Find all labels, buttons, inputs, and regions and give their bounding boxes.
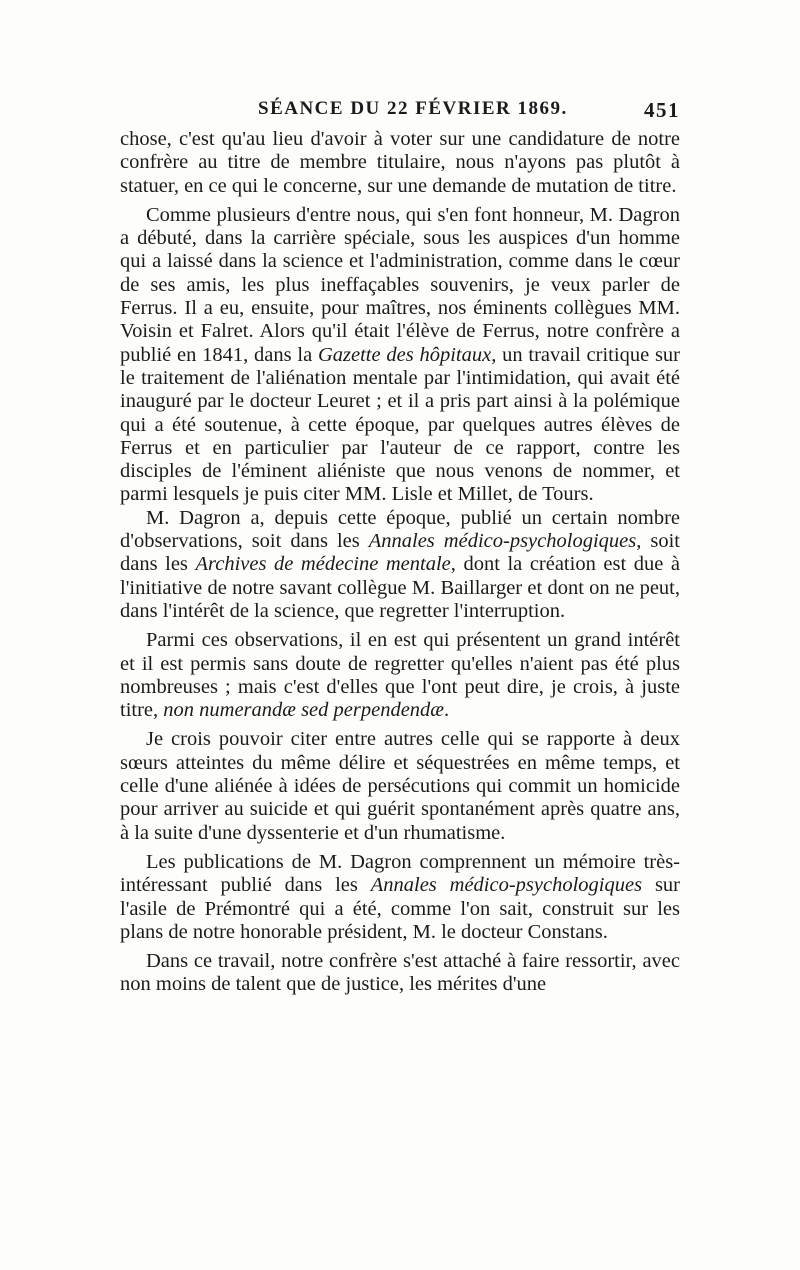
running-header [120,98,680,126]
text-segment: . [443,699,450,722]
paragraph [120,629,680,722]
text-segment: Je crois pouvoir citer entre autres celle qui se rapporte à deux sœurs atteintes du même délire et séquestrées en même temps, et celle d'une aliénée à idées de persécutions qui commit un homicide pour arriver au suicide et qui guérit spontanément après quatre ans, à la suite d'une dyssenterie et d'un rhumatisme. [120,728,680,844]
text-segment: Les publications de M. Dagron comprennent un mémoire très-intéressant publié dans les [120,850,680,897]
italic-segment: Annales médico-psychologiques [370,874,643,897]
text-segment: Parmi ces observations, il en est qui présentent un grand intérêt et il est permis sans doute de regretter qu'elles n'aient pas été plus nombreuses ; mais c'est d'elles que l'ont peut dire, je crois, à juste titre, [120,629,680,722]
paragraph [120,204,680,507]
paragraph [120,728,680,844]
page-number: 451 [644,98,680,122]
text-segment: Comme plusieurs d'entre nous, qui s'en font honneur, M. Dagron a débuté, dans la carrière spéciale, sous les auspices d'un homme qui a laissé dans la science et l'administration, comme dans le cœur de ses amis, les plus ineffaçables souvenirs, je veux parler de Ferrus. Il a eu, ensuite, pour maîtres, nos éminents collègues MM. Voisin et Falret. Alors qu'il était l'élève de Ferrus, notre confrère a publié en 1841, dans la [120,203,680,366]
text-segment: M. Dagron a, depuis cette époque, publié un certain nombre d'observations, soit dans les [120,506,680,553]
paragraph [120,851,680,944]
paragraph [120,507,680,623]
text-segment: chose, c'est qu'au lieu d'avoir à voter sur une candidature de notre confrère au titre de membre titulaire, nous n'ayons pas plutôt à statuer, en ce qui le concerne, sur une demande de mutation de titre. [120,128,680,197]
header-title: SÉANCE DU 22 FÉVRIER 1869. [258,98,568,119]
body-text [120,128,680,997]
italic-segment: Annales médico-psychologiques [368,530,637,553]
text-segment: , dont la création est due à l'initiative de notre savant collègue M. Baillarger et dont on ne peut, dans l'intérêt de la science, que regretter l'interruption. [120,553,680,622]
text-segment: Dans ce travail, notre confrère s'est attaché à faire ressortir, avec non moins de talent que de justice, les mérites d'une [120,950,680,996]
paragraph [120,128,680,198]
text-segment: sur l'asile de Prémontré qui a été, comme l'on sait, construit sur les plans de notre honorable président, M. le docteur Constans. [120,874,680,943]
italic-segment: non numerandæ sed perpendendæ [163,699,444,722]
text-segment: , un travail critique sur le traitement de l'aliénation mentale par l'intimidation, qui avait été inauguré par le docteur Leuret ; et il a pris part ainsi à la polémique qui a été soutenue, à cette époque, par quelques autres élèves de Ferrus et en particulier par l'auteur de ce rapport, contre les disciples de l'éminent aliéniste que nous venons de nommer, et parmi lesquels je puis citer MM. Lisle et Millet, de Tours. [120,343,680,506]
paragraph [120,950,680,997]
text-segment: , soit dans les [120,530,680,576]
italic-segment: Archives de médecine mentale [195,553,451,576]
italic-segment: Gazette des hôpitaux [317,343,492,366]
